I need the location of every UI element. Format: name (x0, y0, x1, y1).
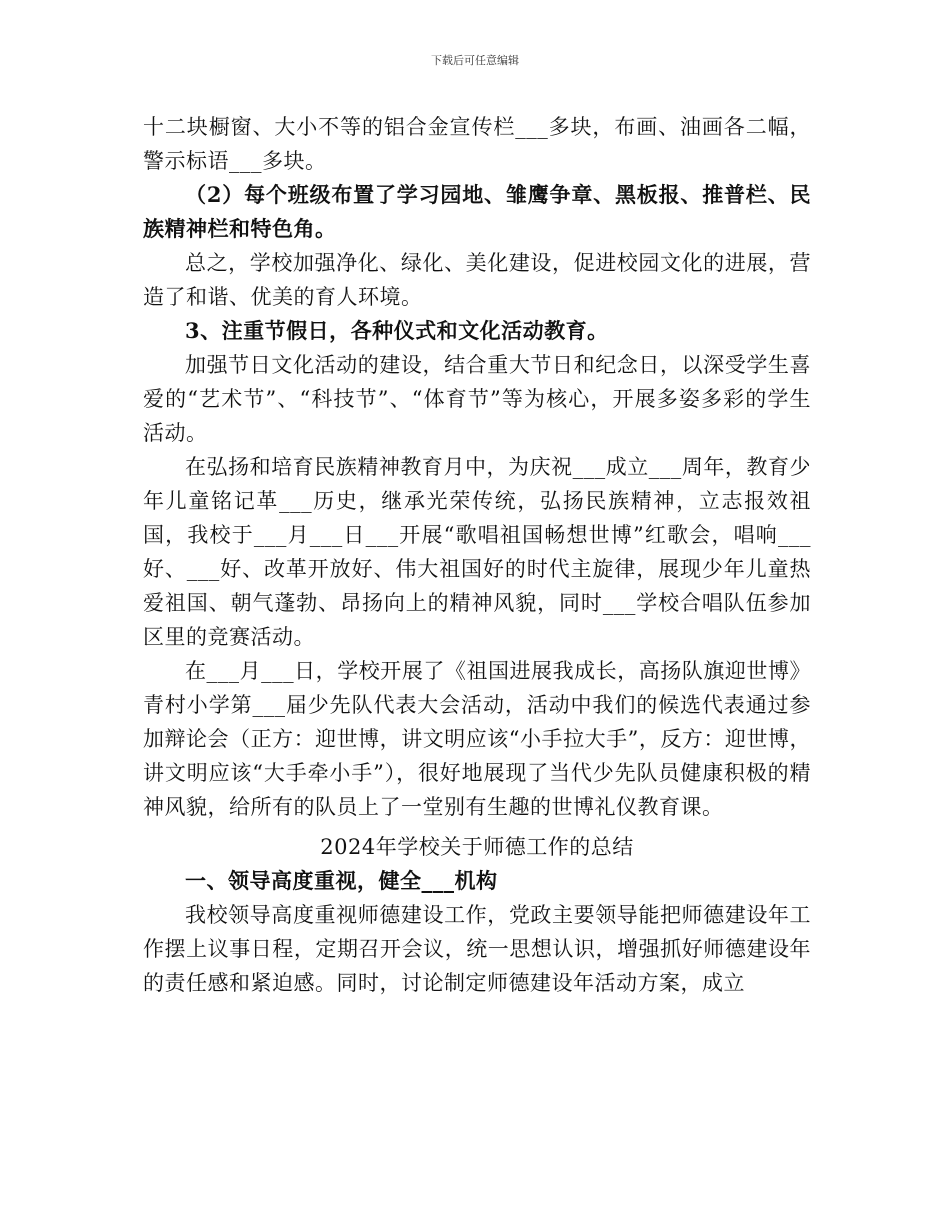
paragraph-7: 在___月___日，学校开展了《祖国进展我成长，高扬队旗迎世博》青村小学第___届少先队代表大会活动，活动中我们的候选代表通过参加辩论会（正方：迎世博，讲文明应该“小手拉大手”，反方：迎世博，讲文明应该“大手牵小手”），很好地展现了当代少先队员健康积极的精神风貌，给所有的队员上了一堂别有生趣的世博礼仪教育课。 (143, 659, 811, 819)
paragraph-10: 我校领导高度重视师德建设工作，党政主要领导能把师德建设年工作摆上议事日程，定期召开会议，统一思想认识，增强抓好师德建设年的责任感和紧迫感。同时，讨论制定师德建设年活动方案，成立 (143, 903, 811, 995)
document-body (143, 110, 811, 1000)
paragraph-6: 在弘扬和培育民族精神教育月中，为庆祝___成立___周年，教育少年儿童铭记革___历史，继承光荣传统，弘扬民族精神，立志报效祖国，我校于___月___日___开展“歌唱祖国畅想世博”红歌会，唱响___好、___好、改革开放好、伟大祖国好的时代主旋律，展现少年儿童热爱祖国、朝气蓬勃、昂扬向上的精神风貌，同时___学校合唱队伍参加区里的竞赛活动。 (143, 455, 811, 649)
paragraph-2-bold: （2）每个班级布置了学习园地、雏鹰争章、黑板报、推普栏、民族精神栏和特色角。 (143, 182, 811, 241)
paragraph-5: 加强节日文化活动的建设，结合重大节日和纪念日，以深受学生喜爱的“艺术节”、“科技节”、“体育节”等为核心，开展多姿多彩的学生活动。 (143, 353, 811, 445)
document-title: 2024年学校关于师德工作的总结 (320, 835, 634, 859)
page-header: 下载后可任意编辑 (431, 54, 519, 67)
paragraph-1: 十二块橱窗、大小不等的铝合金宣传栏___多块，布画、油画各二幅，警示标语___多块。 (143, 115, 811, 173)
section-heading-1: 一、领导高度重视，健全___机构 (185, 868, 498, 893)
paragraph-3: 总之，学校加强净化、绿化、美化建设，促进校园文化的进展，营造了和谐、优美的育人环境。 (143, 251, 811, 309)
section-heading-3: 3、注重节假日，各种仪式和文化活动教育。 (185, 318, 609, 343)
